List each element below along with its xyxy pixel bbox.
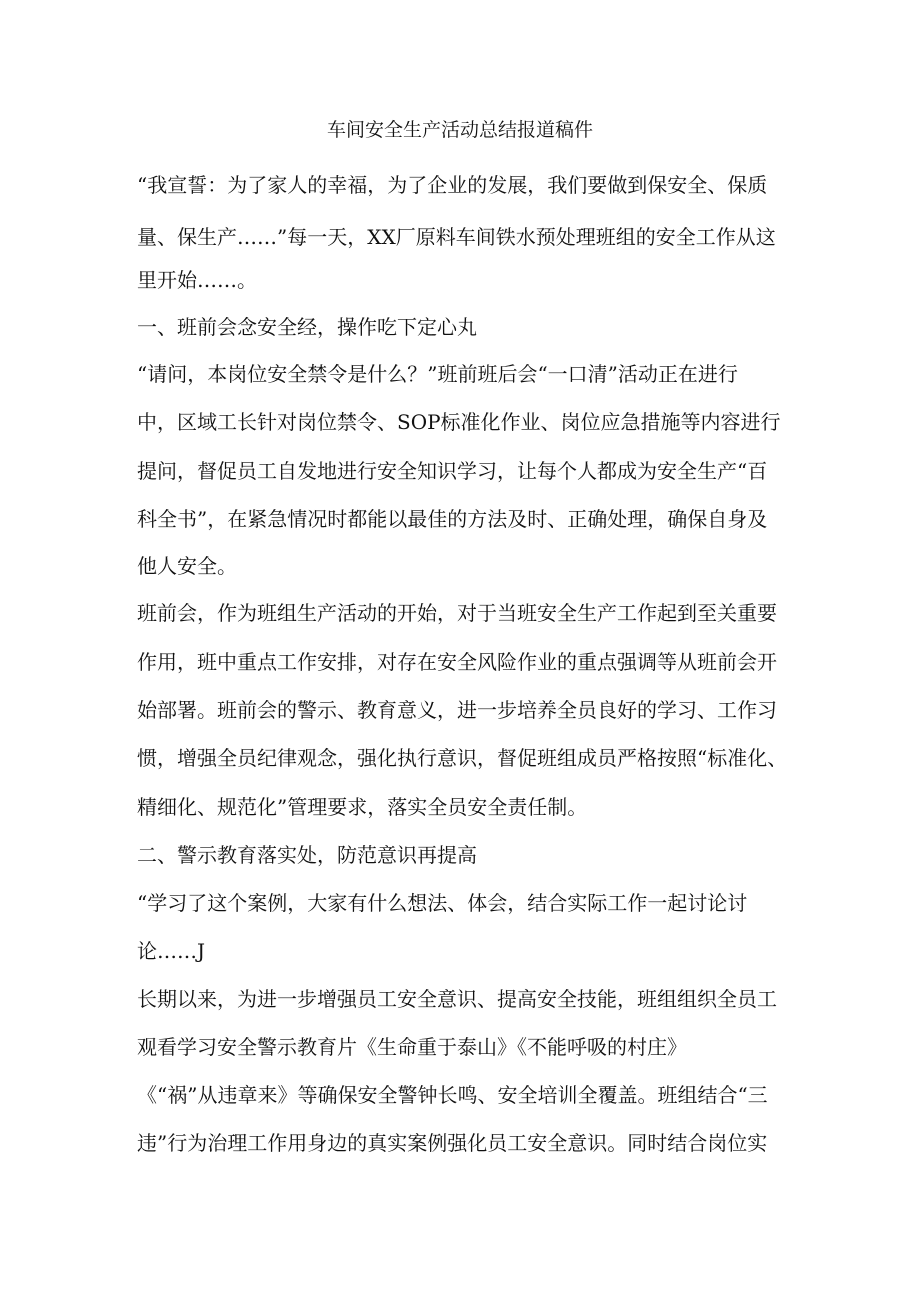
paragraph-line: 作用，班中重点工作安排，对存在安全风险作业的重点强调等从班前会开: [137, 650, 777, 674]
paragraph-line: 《“祸”从违章来》等确保安全警钟长鸣、安全培训全覆盖。班组结合“三: [137, 1083, 768, 1107]
paragraph-line: “请问，本岗位安全禁令是什么？”班前班后会“一口清”活动正在进行: [137, 362, 738, 386]
paragraph-line: 量、保生产……”每一天，XX厂原料车间铁水预处理班组的安全工作从这: [137, 225, 776, 249]
paragraph-line: 精细化、规范化”管理要求，落实全员安全责任制。: [137, 795, 588, 819]
paragraph-line: 他人安全。: [137, 554, 237, 578]
paragraph-line: 观看学习安全警示教育片《生命重于泰山》《不能呼吸的村庄》: [137, 1035, 687, 1059]
paragraph-line: “学习了这个案例，大家有什么想法、体会，结合实际工作一起讨论讨: [137, 891, 748, 915]
paragraph-line: 惯，增强全员纪律观念，强化执行意识，督促班组成员严格按照“标准化、: [137, 746, 788, 770]
paragraph-line: 始部署。班前会的警示、教育意义，进一步培养全员良好的学习、工作习: [137, 698, 777, 722]
paragraph-line: 班前会，作为班组生产活动的开始，对于当班安全生产工作起到至关重要: [137, 601, 777, 625]
paragraph-line: 科全书”，在紧急情况时都能以最佳的方法及时、正确处理，确保自身及: [137, 507, 768, 531]
paragraph-line: 论……J: [137, 939, 206, 963]
section-heading: 一、班前会念安全经，操作吃下定心丸: [137, 315, 477, 339]
section-heading: 二、警示教育落实处，防范意识再提高: [137, 843, 477, 867]
paragraph-line: 中，区域工长针对岗位禁令、SOP标准化作业、岗位应急措施等内容进行: [137, 410, 781, 434]
paragraph-line: “我宣誓：为了家人的幸福，为了企业的发展，我们要做到保安全、保质: [137, 173, 768, 197]
paragraph-line: 长期以来，为进一步增强员工安全意识、提高安全技能，班组组织全员工: [137, 987, 777, 1011]
paragraph-line: 里开始……。: [137, 268, 257, 292]
paragraph-line: 违”行为治理工作用身边的真实案例强化员工安全意识。同时结合岗位实: [137, 1131, 768, 1155]
paragraph-line: 提问，督促员工自发地进行安全知识学习，让每个人都成为安全生产“百: [137, 459, 768, 483]
document-title: 车间安全生产活动总结报道稿件: [326, 119, 593, 141]
